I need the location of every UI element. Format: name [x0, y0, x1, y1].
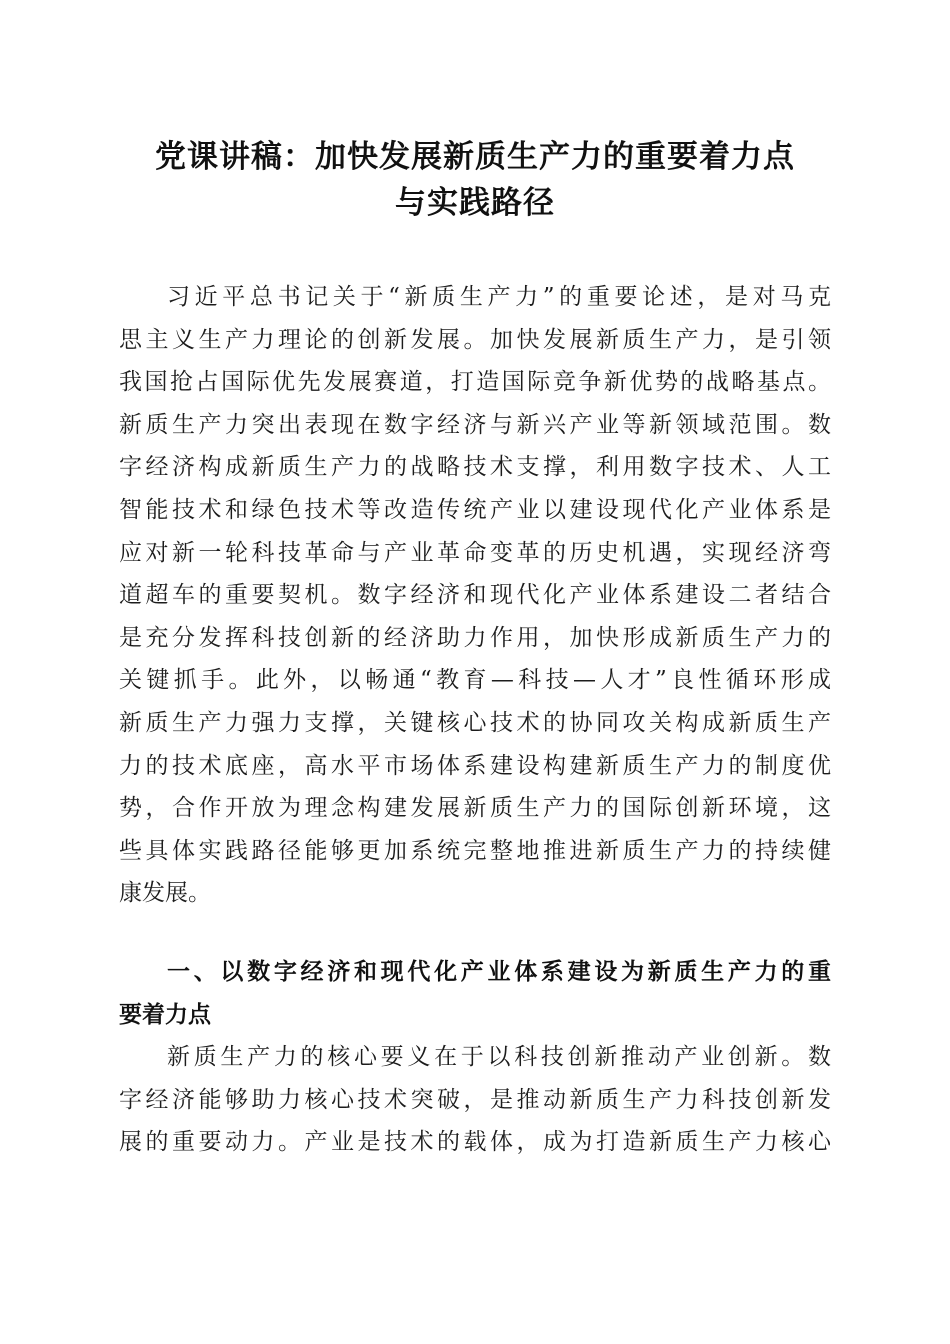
text-line: 新质生产力的核心要义在于以科技创新推动产业创新。数 — [167, 1044, 831, 1070]
paragraph-intro — [119, 276, 831, 915]
text-line: 我国抢占国际优先发展赛道，打造国际竞争新优势的战略基点。 — [119, 369, 831, 396]
text-line: 康发展。 — [119, 880, 211, 907]
text-line: 新质生产力突出表现在数字经济与新兴产业等新领域范围。数 — [119, 411, 831, 438]
heading-line: 一、以数字经济和现代化产业体系建设为新质生产力的重 — [167, 959, 831, 985]
heading-line: 要着力点 — [119, 1001, 211, 1028]
text-line: 展的重要动力。产业是技术的载体，成为打造新质生产力核心 — [119, 1129, 831, 1156]
text-line: 智能技术和绿色技术等改造传统产业以建设现代化产业体系是 — [119, 496, 831, 523]
text-line: 字经济构成新质生产力的战略技术支撑，利用数字技术、人工 — [119, 454, 831, 481]
document-title — [100, 134, 850, 226]
text-line: 习近平总书记关于“新质生产力”的重要论述，是对马克 — [167, 284, 831, 310]
text-line: 些具体实践路径能够更加系统完整地推进新质生产力的持续健 — [119, 837, 831, 864]
text-line: 新质生产力强力支撑，关键核心技术的协同攻关构成新质生产 — [119, 709, 831, 736]
text-line: 关键抓手。此外，以畅通“教育—科技—人才”良性循环形成 — [119, 667, 831, 694]
text-line: 应对新一轮科技革命与产业革命变革的历史机遇，实现经济弯 — [119, 539, 831, 566]
paragraph-section1 — [119, 1036, 831, 1164]
title-line: 与实践路径 — [395, 185, 555, 221]
text-line: 是充分发挥科技创新的经济助力作用，加快形成新质生产力的 — [119, 624, 831, 651]
title-line: 党课讲稿：加快发展新质生产力的重要着力点 — [155, 139, 795, 175]
section-heading — [119, 951, 831, 1036]
text-line: 力的技术底座，高水平市场体系建设构建新质生产力的制度优 — [119, 752, 831, 779]
text-line: 字经济能够助力核心技术突破，是推动新质生产力科技创新发 — [119, 1086, 831, 1113]
text-line: 势，合作开放为理念构建发展新质生产力的国际创新环境，这 — [119, 795, 831, 822]
text-line: 道超车的重要契机。数字经济和现代化产业体系建设二者结合 — [119, 582, 831, 609]
text-line: 思主义生产力理论的创新发展。加快发展新质生产力，是引领 — [119, 326, 831, 353]
